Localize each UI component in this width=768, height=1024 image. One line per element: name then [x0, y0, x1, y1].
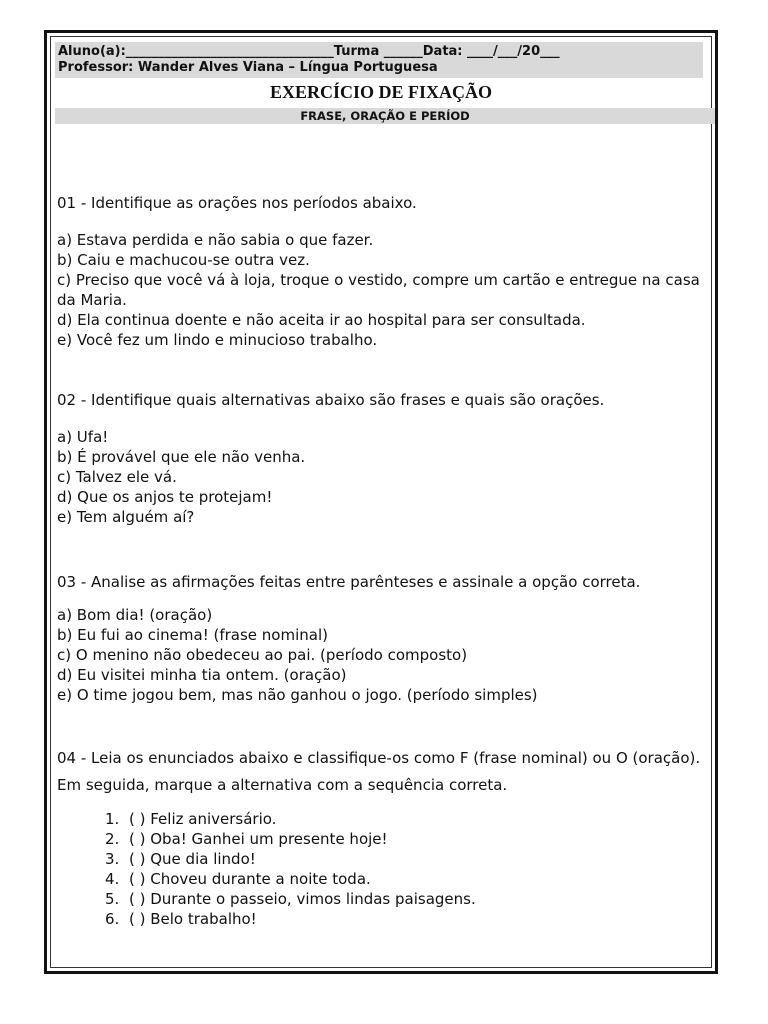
list-item [105, 809, 707, 829]
option-c: c) Preciso que você vá à loja, troque o vestido, compre um cartão e entregue na casa da Maria. [57, 271, 700, 309]
subtitle-bar: FRASE, ORAÇÃO E PERÍOD [55, 108, 715, 124]
list-item [105, 889, 707, 909]
option-list [57, 427, 707, 527]
question-04 [57, 745, 707, 929]
option-b: b) Caiu e machucou-se outra vez. [57, 251, 310, 269]
page-title: EXERCÍCIO DE FIXAÇÃO [269, 82, 493, 102]
question-stem: 03 - Analise as afirmações feitas entre parênteses e assinale a opção correta. [57, 573, 641, 591]
item-number: 4. [105, 870, 120, 888]
item-number: 2. [105, 830, 120, 848]
option-a: a) Ufa! [57, 428, 109, 446]
option-c: c) O menino não obedeceu ao pai. (período composto) [57, 646, 468, 664]
item-text: ( ) Que dia lindo! [129, 850, 256, 868]
option-list [57, 605, 707, 705]
list-item [105, 849, 707, 869]
option-d: d) Ela continua doente e não aceita ir ao hospital para ser consultada. [57, 311, 586, 329]
question-stem: 02 - Identifique quais alternativas abaixo são frases e quais são orações. [57, 391, 605, 409]
option-c: c) Talvez ele vá. [57, 468, 177, 486]
item-number: 5. [105, 890, 120, 908]
option-e: e) Você fez um lindo e minucioso trabalho. [57, 331, 378, 349]
question-stem: 01 - Identifique as orações nos períodos abaixo. [57, 194, 417, 212]
item-text: ( ) Oba! Ganhei um presente hoje! [129, 830, 388, 848]
list-item [105, 829, 707, 849]
item-text: ( ) Choveu durante a noite toda. [129, 870, 371, 888]
numbered-list [57, 809, 707, 929]
question-02 [57, 390, 707, 527]
question-03 [57, 569, 707, 705]
item-text: ( ) Durante o passeio, vimos lindas paisagens. [129, 890, 476, 908]
item-text: ( ) Belo trabalho! [129, 910, 257, 928]
item-number: 3. [105, 850, 120, 868]
option-list [57, 230, 707, 350]
item-number: 6. [105, 910, 120, 928]
option-e: e) O time jogou bem, mas não ganhou o jogo. (período simples) [57, 686, 538, 704]
worksheet-frame [44, 30, 718, 974]
option-a: a) Bom dia! (oração) [57, 606, 213, 624]
list-item [105, 869, 707, 889]
exercise-content [57, 193, 707, 929]
option-b: b) É provável que ele não venha. [57, 448, 306, 466]
student-info-line: Aluno(a):________________________________Turma ______Data: ____/___/20___ [58, 44, 560, 59]
option-b: b) Eu fui ao cinema! (frase nominal) [57, 626, 328, 644]
option-d: d) Eu visitei minha tia ontem. (oração) [57, 666, 347, 684]
item-number: 1. [105, 810, 120, 828]
item-text: ( ) Feliz aniversário. [129, 810, 277, 828]
option-d: d) Que os anjos te protejam! [57, 488, 273, 506]
list-item [105, 909, 707, 929]
teacher-info-line: Professor: Wander Alves Viana – Língua Portuguesa [58, 60, 438, 75]
option-a: a) Estava perdida e não sabia o que fazer. [57, 231, 374, 249]
question-01 [57, 193, 707, 350]
option-e: e) Tem alguém aí? [57, 508, 195, 526]
student-header [55, 42, 703, 78]
question-stem: 04 - Leia os enunciados abaixo e classifique-os como F (frase nominal) ou O (oração). Em seguida, marque a alternativa com a sequência correta. [57, 749, 701, 794]
